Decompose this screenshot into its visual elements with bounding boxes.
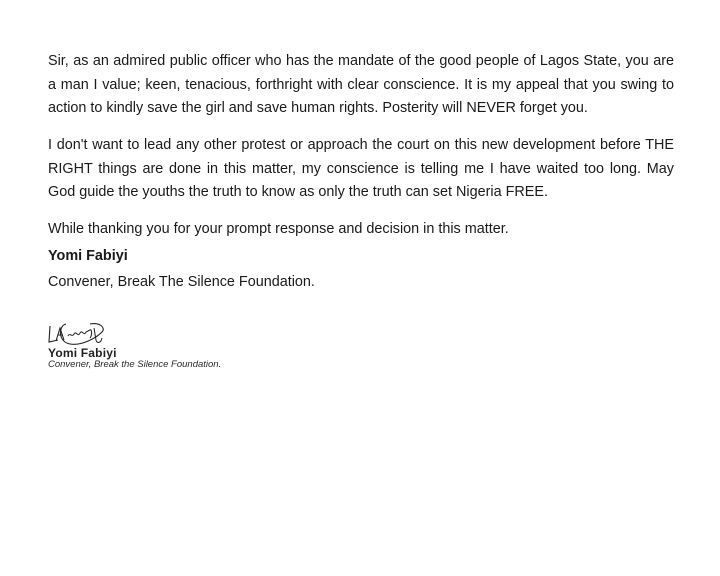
paragraph-protest: I don't want to lead any other protest or approach the court on this new development before THE RIGHT things are done in this matter, my conscience is telling me I have waited too long. May God guide the youths the truth to know as only the truth can set Nigeria FREE. xyxy=(48,137,674,200)
paragraph-appeal: Sir, as an admired public officer who has the mandate of the good people of Lagos State, you are a man I value; keen, tenacious, forthright with clear conscience. It is my appeal that you swing to action to kindly save the girl and save human rights. Posterity will NEVER forget you. xyxy=(48,53,674,116)
paragraph-thanks: While thanking you for your prompt response and decision in this matter. xyxy=(48,221,509,237)
closing-title: Convener, Break The Silence Foundation. xyxy=(48,274,315,290)
signature-title: Convener, Break the Silence Foundation. xyxy=(48,359,222,370)
signature-name: Yomi Fabiyi xyxy=(48,346,117,360)
signature-block xyxy=(46,316,266,376)
closing-name: Yomi Fabiyi xyxy=(48,248,128,264)
